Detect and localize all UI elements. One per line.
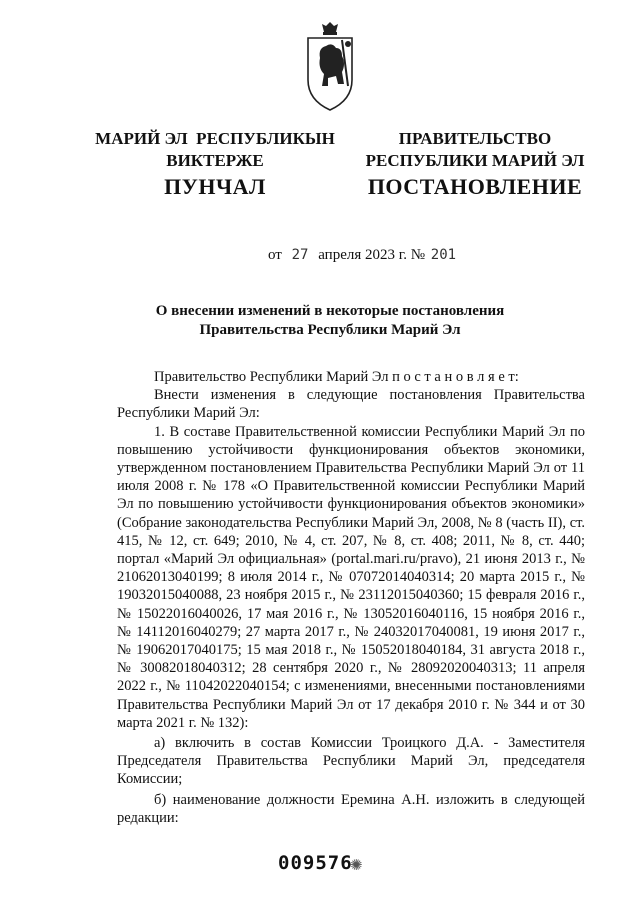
title-line1: О внесении изменений в некоторые постановления — [155, 303, 505, 319]
header-left-line2: ВИКТЕРЖЕ — [166, 151, 264, 170]
header-right-doc-type: ПОСТАНОВЛЕНИЕ — [367, 174, 583, 199]
header-right-line2: РЕСПУБЛИКИ МАРИЙ ЭЛ — [365, 151, 585, 170]
body-paragraph-1: Правительство Республики Марий Эл п о с т а н о в л я е т: — [154, 369, 519, 385]
date-day: 27 — [291, 247, 309, 263]
header-left — [90, 128, 340, 198]
date-month-year: апреля 2023 г. № — [318, 247, 426, 263]
date-prefix: от — [268, 247, 282, 263]
document-title — [120, 302, 540, 340]
document-body — [117, 368, 585, 827]
header-left-line1: МАРИЙ ЭЛ РЕСПУБЛИКЫН — [95, 129, 335, 148]
serial-number: 009576 — [278, 852, 353, 874]
document-number: 201 — [430, 247, 457, 263]
header-right — [360, 128, 590, 198]
ornament-icon: ✺ — [350, 858, 363, 874]
document-date — [268, 247, 462, 264]
body-paragraph-2: Внести изменения в следующие постановления Правительства Республики Марий Эл: — [117, 387, 585, 422]
title-line2: Правительства Республики Марий Эл — [199, 322, 461, 338]
header-left-doc-type: ПУНЧАЛ — [164, 174, 266, 199]
body-paragraph-3: 1. В составе Правительственной комиссии Республики Марий Эл по повышению устойчивости функционирования объектов экономики, утвержденном постановлением Правительства Республики Марий Эл от 11 июля 2008 г. № 178 «О Правительственной комиссии Республики Марий Эл по повышению устойчивости функционирования объектов экономики» (Собрание законодательства Республики Марий Эл, 2008, № 8 (часть II), ст. 415, № 12, ст. 649; 2010, № 4, ст. 207, № 8, ст. 408; 2011, № 8, ст. 440; портал «Марий Эл официальная» (portal.mari.ru/pravo), 21 июня 2013 г., № 21062013040199; 8 июля 2014 г., № 07072014040314; 20 марта 2015 г., № 19032015040088, 23 ноября 2015 г., № 23112015040360; 15 февраля 2016 г., № 15022016040026, 17 мая 2016 г., № 13052016040116, 15 ноября 2016 г., № 14112016040279; 27 марта 2017 г., № 24032017040081, 19 июня 2017 г., № 19062017040175; 15 мая 2018 г., № 15052018040184, 31 августа 2018 г., № 30082018040312; 28 сентября 2020 г., № 28092020040313; 11 апреля 2022 г., № 11042022040154; с изменениями, внесенными постановлениями Правительства Республики Марий Эл от 17 декабря 2010 г. № 344 и от 30 марта 2021 г. № 132): — [117, 423, 585, 731]
coat-of-arms-icon — [300, 22, 360, 112]
body-paragraph-4: а) включить в состав Комиссии Троицкого Д.А. - Заместителя Председателя Правительства Республики Марий Эл, председателя Комиссии; — [117, 735, 585, 788]
body-paragraph-5: б) наименование должности Еремина А.Н. изложить в следующей редакции: — [117, 791, 585, 826]
header-right-line1: ПРАВИТЕЛЬСТВО — [398, 129, 552, 148]
